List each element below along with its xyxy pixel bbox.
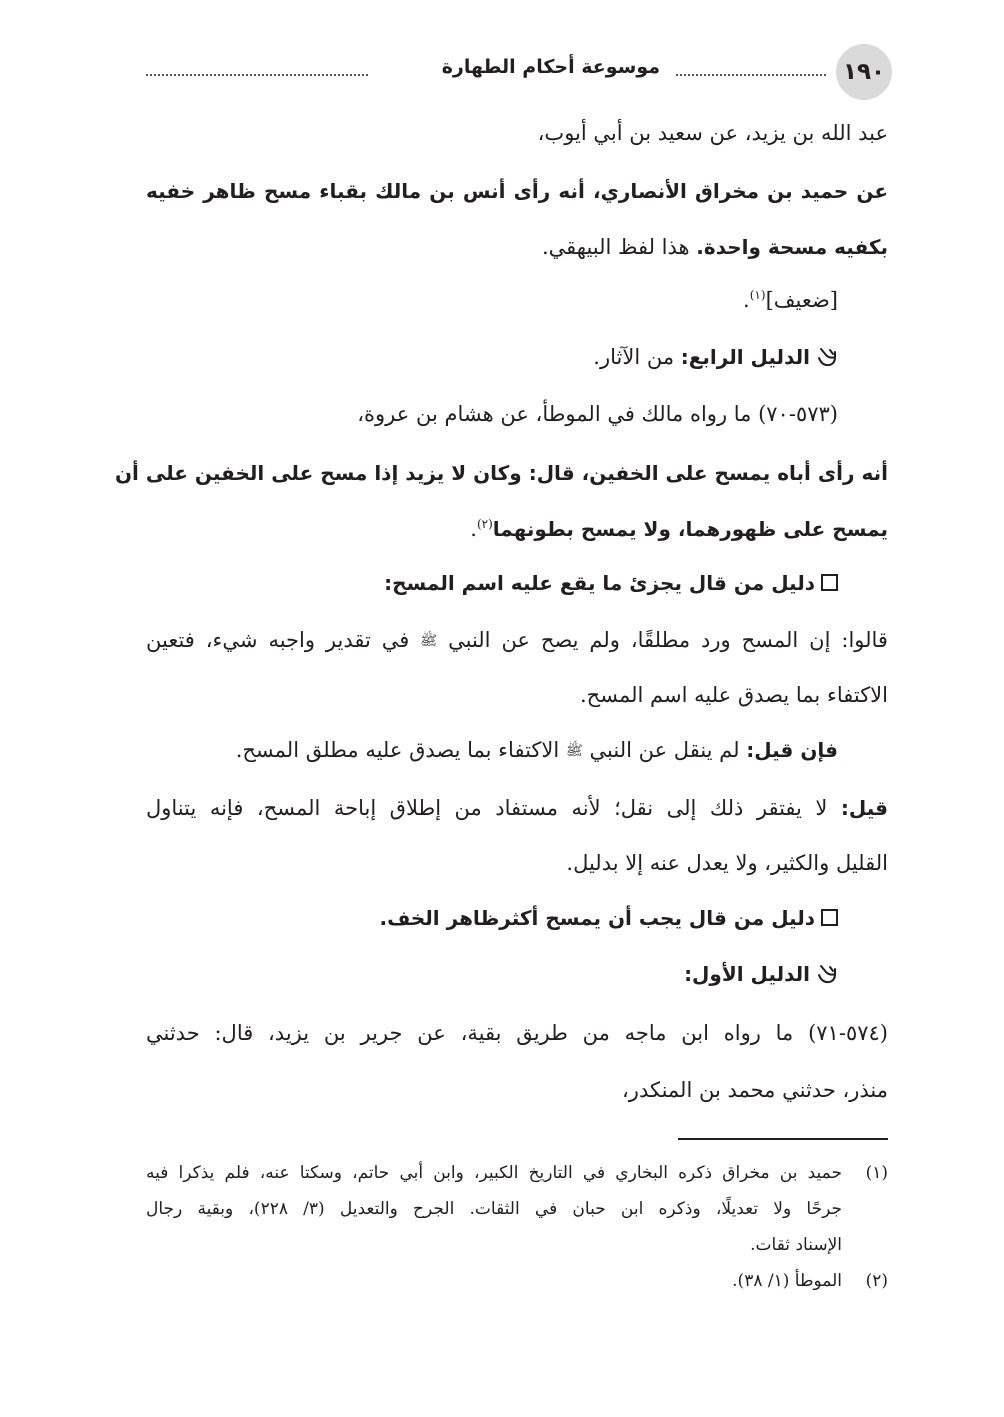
plain-phrase: هذا لفظ البيهقي. xyxy=(541,235,690,259)
header-dotted-leader-left xyxy=(146,74,368,76)
text-line-8 xyxy=(470,512,888,546)
plain-phrase: في تقدير واجبه شيء، فتعين xyxy=(146,628,410,652)
bold-phrase: يمسح على ظهورهما، ولا يمسح بطونهما xyxy=(492,517,888,541)
text-line-7: أنه رأى أباه يمسح على الخفين، قال: وكان لا يزيد إذا مسح على الخفين على أن xyxy=(114,461,888,485)
footnote-2-line-1: الموطأ (١/ ٣٨). xyxy=(732,1271,842,1291)
plain-phrase: حدثني xyxy=(146,1021,200,1045)
header-dotted-leader-right xyxy=(676,74,826,76)
pointing-hand-icon xyxy=(816,963,838,985)
footnote-ref-2[interactable]: (٢) xyxy=(476,517,493,531)
section-heading: الدليل الأول: xyxy=(684,962,810,986)
plain-phrase: (٥٧٤-٧١) ما رواه ابن ماجه من طريق بقية، عن جرير بن يزيد، قال: xyxy=(214,1021,888,1045)
text-line-15 xyxy=(379,901,838,935)
text-line-5 xyxy=(593,340,838,374)
period: . xyxy=(743,288,750,312)
header-book-title: موسوعة أحكام الطهارة xyxy=(441,56,660,78)
plain-phrase: لم ينقل عن النبي xyxy=(589,738,740,762)
footnote-1-line-1: حميد بن مخراق ذكره البخاري في التاريخ الكبير، وابن أبي حاتم، وسكتا عنه، فلم يذكرا فيه xyxy=(146,1163,842,1183)
text-line-2: عن حميد بن مخراق الأنصاري، أنه رأى أنس بن مالك بقباء مسح ظاهر خفيه xyxy=(146,179,888,203)
plain-phrase: من الآثار. xyxy=(593,345,675,369)
footnote-number-2: (٢) xyxy=(865,1271,888,1291)
text-line-3 xyxy=(542,230,888,264)
text-line-17 xyxy=(146,1016,888,1050)
bold-phrase: فإن قيل: xyxy=(746,738,838,762)
bold-phrase: قيل: xyxy=(840,796,888,820)
running-header xyxy=(146,44,892,100)
plain-phrase: قالوا: إن المسح ورد مطلقًا، ولم يصح عن النبي xyxy=(448,628,888,652)
salutation-glyph: ﷺ xyxy=(565,743,583,759)
text-line-13 xyxy=(146,791,888,825)
footnote-ref-1[interactable]: (١) xyxy=(749,288,766,302)
section-heading: دليل من قال يجزئ ما يقع عليه اسم المسح: xyxy=(384,571,815,595)
footnote-number-1: (١) xyxy=(865,1163,888,1183)
footnote-1-line-2: جرحًا ولا تعديلًا، وذكره ابن حبان في الثقات. الجرح والتعديل (٣/ ٢٢٨)، وبقية رجال xyxy=(146,1199,842,1219)
period: . xyxy=(470,517,477,541)
section-heading: الدليل الرابع: xyxy=(680,345,810,369)
text-line-11: الاكتفاء بما يصدق عليه اسم المسح. xyxy=(580,683,888,707)
salutation-glyph: ﷺ xyxy=(420,633,438,649)
text-line-10 xyxy=(146,623,888,657)
square-bullet-icon xyxy=(821,909,838,926)
text-line-16 xyxy=(684,957,838,991)
text-line-1: عبد الله بن يزيد، عن سعيد بن أبي أيوب، xyxy=(537,121,888,145)
text-line-18: منذر، حدثني محمد بن المنكدر، xyxy=(622,1078,888,1102)
text-line-14: القليل والكثير، ولا يعدل عنه إلا بدليل. xyxy=(566,851,888,875)
text-line-6: (٥٧٣-٧٠) ما رواه مالك في الموطأ، عن هشام بن عروة، xyxy=(357,402,838,426)
text-line-12 xyxy=(236,733,838,767)
grade-label: [ضعيف] xyxy=(765,288,838,312)
footnote-1-line-3: الإسناد ثقات. xyxy=(750,1235,842,1255)
footnote-separator xyxy=(678,1138,888,1140)
page-number-badge: ١٩٠ xyxy=(836,44,892,100)
pointing-hand-icon xyxy=(816,346,838,368)
text-line-9 xyxy=(384,566,838,600)
section-heading: دليل من قال يجب أن يمسح أكثرظاهر الخف. xyxy=(379,906,815,930)
plain-phrase: الاكتفاء بما يصدق عليه مطلق المسح. xyxy=(235,738,560,762)
square-bullet-icon xyxy=(821,574,838,591)
plain-phrase: لا يفتقر ذلك إلى نقل؛ لأنه مستفاد من إطلاق إباحة المسح، فإنه يتناول xyxy=(146,796,828,820)
text-line-4 xyxy=(743,283,838,317)
bold-phrase: بكفيه مسحة واحدة. xyxy=(696,235,888,259)
